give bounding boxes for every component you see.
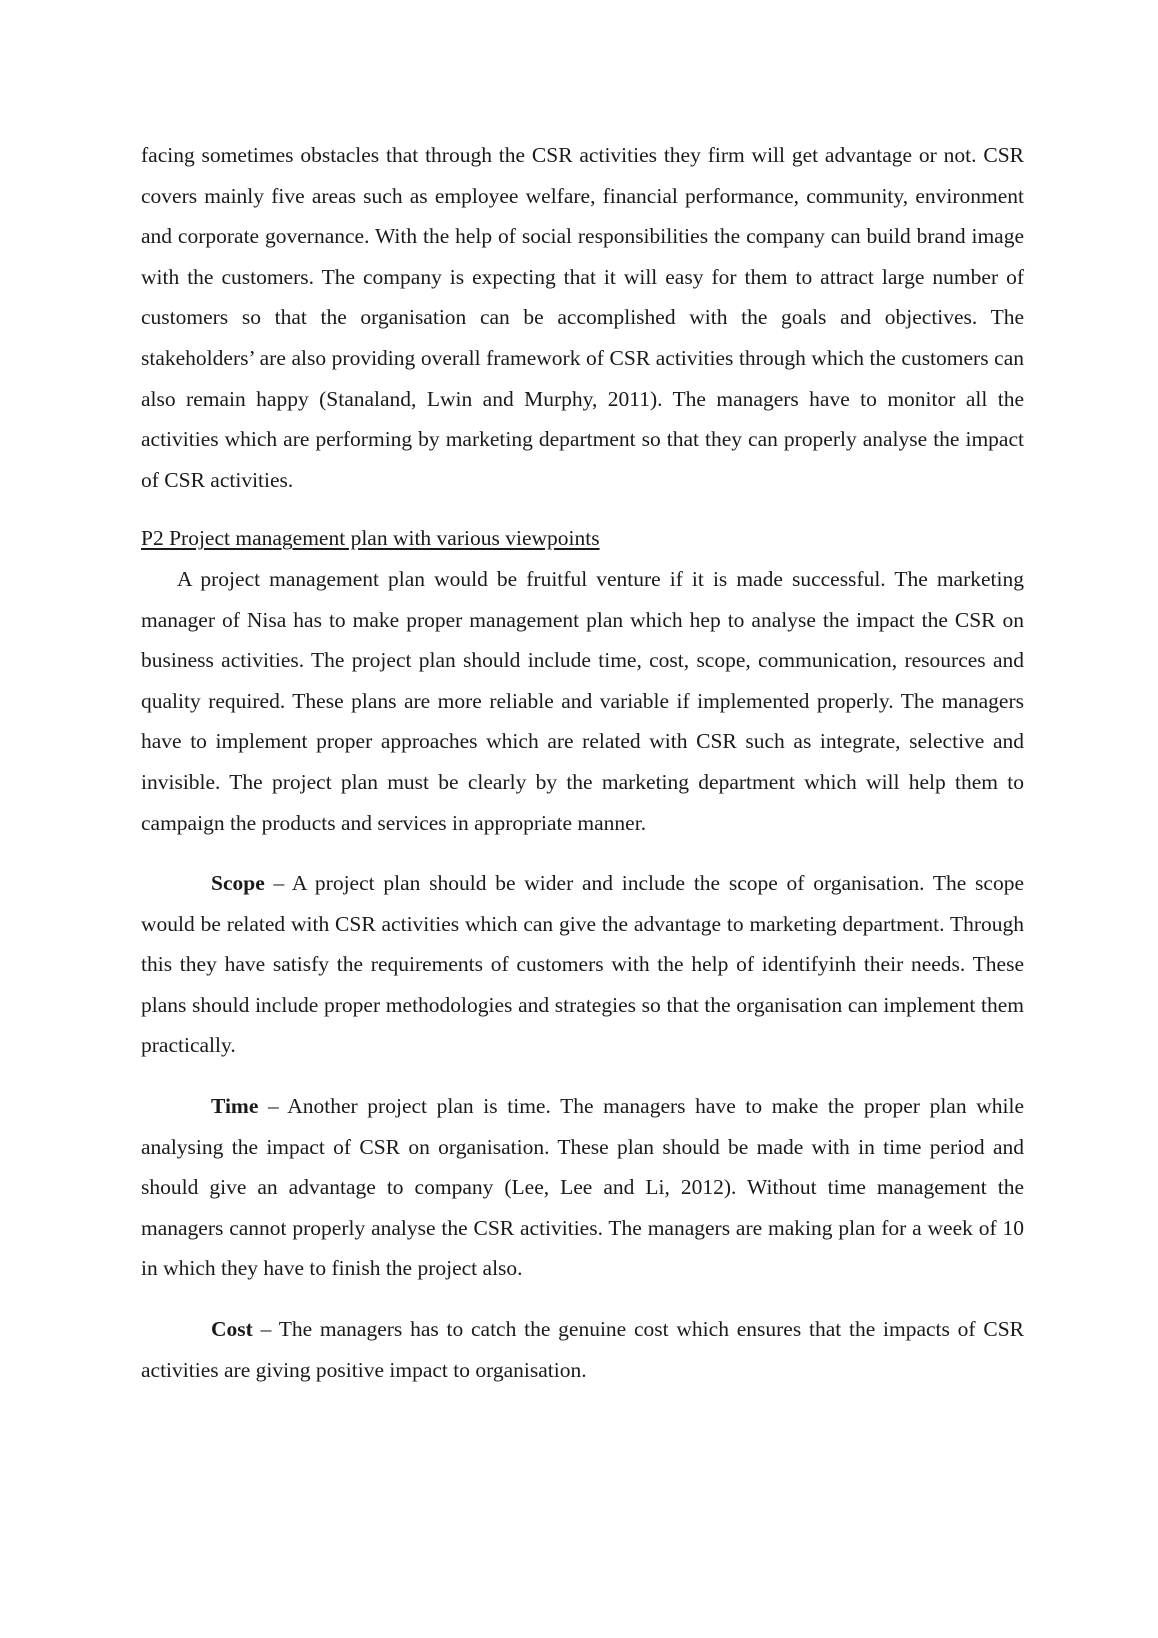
time-paragraph bbox=[141, 1086, 1024, 1289]
section-heading: P2 Project management plan with various viewpoints bbox=[141, 526, 600, 551]
intro-paragraph: facing sometimes obstacles that through the CSR activities they firm will get advantage or not. CSR covers mainly five areas such as employee welfare, financial performance, community, environment and corporate governance. With the help of social responsibilities the company can build brand image with the customers. The company is expecting that it will easy for them to attract large number of customers so that the organisation can be accomplished with the goals and objectives. The stakeholders’ are also providing overall framework of CSR activities through which the customers can also remain happy (Stanaland, Lwin and Murphy, 2011). The managers have to monitor all the activities which are performing by marketing department so that they can properly analyse the impact of CSR activities. bbox=[141, 143, 1024, 492]
scope-term: Scope bbox=[211, 871, 265, 896]
cost-text: – The managers has to catch the genuine cost which ensures that the impacts of CSR activities are giving positive impact to organisation. bbox=[141, 1317, 1024, 1382]
scope-paragraph bbox=[141, 863, 1024, 1066]
scope-text: – A project plan should be wider and include the scope of organisation. The scope would be related with CSR activities which can give the advantage to marketing department. Through this they have satisfy the requirements of customers with the help of identifyinh their needs. These plans should include proper methodologies and strategies so that the organisation can implement them practically. bbox=[141, 871, 1024, 1058]
section-p2 bbox=[141, 518, 1024, 1390]
document-body bbox=[141, 135, 1024, 1390]
section-lead-paragraph: A project management plan would be fruitful venture if it is made successful. The marketing manager of Nisa has to make proper management plan which hep to analyse the impact the CSR on business activities. The project plan should include time, cost, scope, communication, resources and quality required. These plans are more reliable and variable if implemented properly. The managers have to implement proper approaches which are related with CSR such as integrate, selective and invisible. The project plan must be clearly by the marketing department which will help them to campaign the products and services in appropriate manner. bbox=[141, 566, 1024, 835]
time-term: Time bbox=[211, 1094, 259, 1119]
time-text: – Another project plan is time. The managers have to make the proper plan while analysing the impact of CSR on organisation. These plan should be made with in time period and should give an advantage to company (Lee, Lee and Li, 2012). Without time management the managers cannot properly analyse the CSR activities. The managers are making plan for a week of 10 in which they have to finish the project also. bbox=[141, 1094, 1024, 1281]
cost-term: Cost bbox=[211, 1317, 253, 1342]
cost-paragraph bbox=[141, 1309, 1024, 1390]
